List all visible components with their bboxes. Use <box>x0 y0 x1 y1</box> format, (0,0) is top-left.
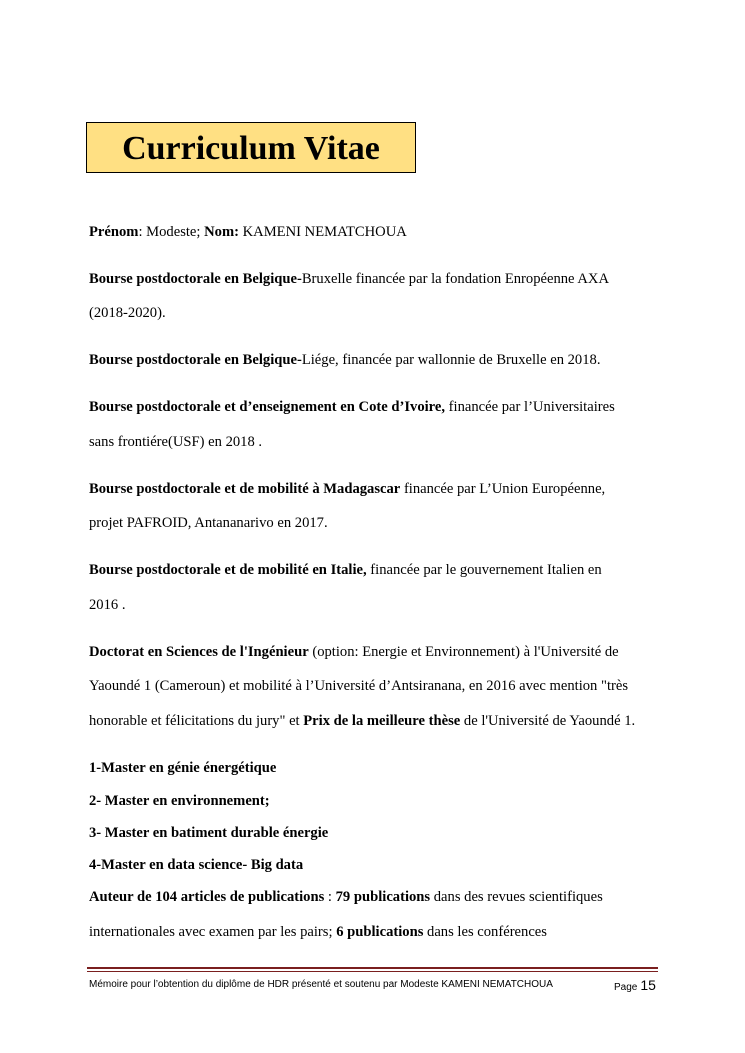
plain-text: 2016 . <box>89 597 126 613</box>
plain-text: de l'Université de Yaoundé 1. <box>460 713 636 729</box>
first-name-value: : Modeste; <box>138 224 205 240</box>
text-line <box>89 305 166 322</box>
plain-text: financée par le gouvernement Italien en <box>366 562 602 578</box>
master-item <box>89 793 270 810</box>
first-name-label: Prénom <box>89 224 139 240</box>
text-line <box>89 399 615 416</box>
page-number-value: 15 <box>640 977 656 993</box>
plain-text: Liége, financée par wallonnie de Bruxelle en 2018. <box>301 352 601 368</box>
plain-text: projet PAFROID, Antananarivo en 2017. <box>89 515 328 531</box>
bold-text: 4-Master en data science- Big data <box>89 857 304 873</box>
text-line <box>89 481 605 498</box>
plain-text: Yaoundé 1 (Cameroun) et mobilité à l’Université d’Antsiranana, en 2016 avec mention "très <box>89 678 629 694</box>
bold-text: Bourse postdoctorale et d’enseignement en Cote d’Ivoire, <box>89 399 446 415</box>
master-item <box>89 857 303 874</box>
text-line <box>89 597 125 614</box>
name-line <box>89 224 407 241</box>
footer-divider <box>87 971 658 972</box>
bold-text: Bourse postdoctorale en Belgique- <box>89 271 302 287</box>
text-line <box>89 678 628 695</box>
title-box <box>86 122 416 173</box>
plain-text: internationales avec examen par les pairs; <box>89 924 337 940</box>
plain-text: (2018-2020). <box>89 305 166 321</box>
text-line <box>89 713 635 730</box>
bold-text: Prix de la meilleure thèse <box>303 713 461 729</box>
plain-text: financée par l’Universitaires <box>445 399 615 415</box>
last-name-label: Nom: <box>204 224 239 240</box>
text-line <box>89 644 619 661</box>
text-line <box>89 271 609 288</box>
page-label: Page <box>614 982 638 993</box>
text-line <box>89 515 328 532</box>
bold-text: 2- Master en environnement; <box>89 793 270 809</box>
plain-text: Bruxelle financée par la fondation Enropéenne AXA <box>301 271 609 287</box>
bold-text: 3- Master en batiment durable énergie <box>89 825 329 841</box>
bold-text: Bourse postdoctorale et de mobilité à Madagascar <box>89 481 401 497</box>
plain-text: (option: Energie et Environnement) à l'Université de <box>308 644 619 660</box>
bold-text: 6 publications <box>336 924 424 940</box>
page-title: Curriculum Vitae <box>122 130 380 167</box>
plain-text: financée par L’Union Européenne, <box>400 481 606 497</box>
plain-text: dans des revues scientifiques <box>430 889 603 905</box>
text-line <box>89 352 600 369</box>
plain-text: dans les conférences <box>423 924 547 940</box>
footer-divider <box>87 967 658 969</box>
bold-text: Bourse postdoctorale et de mobilité en Italie, <box>89 562 367 578</box>
plain-text: sans frontiére(USF) en 2018 . <box>89 434 263 450</box>
plain-text: honorable et félicitations du jury" et <box>89 713 304 729</box>
page-number <box>614 977 656 995</box>
bold-text: 79 publications <box>335 889 431 905</box>
bold-text: 1-Master en génie énergétique <box>89 760 277 776</box>
bold-text: Auteur de 104 articles de publications <box>89 889 325 905</box>
last-name-value: KAMENI NEMATCHOUA <box>238 224 407 240</box>
plain-text: : <box>324 889 336 905</box>
text-line <box>89 434 262 451</box>
text-line <box>89 889 603 906</box>
footer-text: Mémoire pour l’obtention du diplôme de HDR présenté et soutenu par Modeste KAMENI NEMATCHOUA <box>89 979 553 990</box>
master-item <box>89 825 328 842</box>
master-item <box>89 760 276 777</box>
bold-text: Bourse postdoctorale en Belgique- <box>89 352 302 368</box>
text-line <box>89 924 547 941</box>
text-line <box>89 562 602 579</box>
bold-text: Doctorat en Sciences de l'Ingénieur <box>89 644 309 660</box>
